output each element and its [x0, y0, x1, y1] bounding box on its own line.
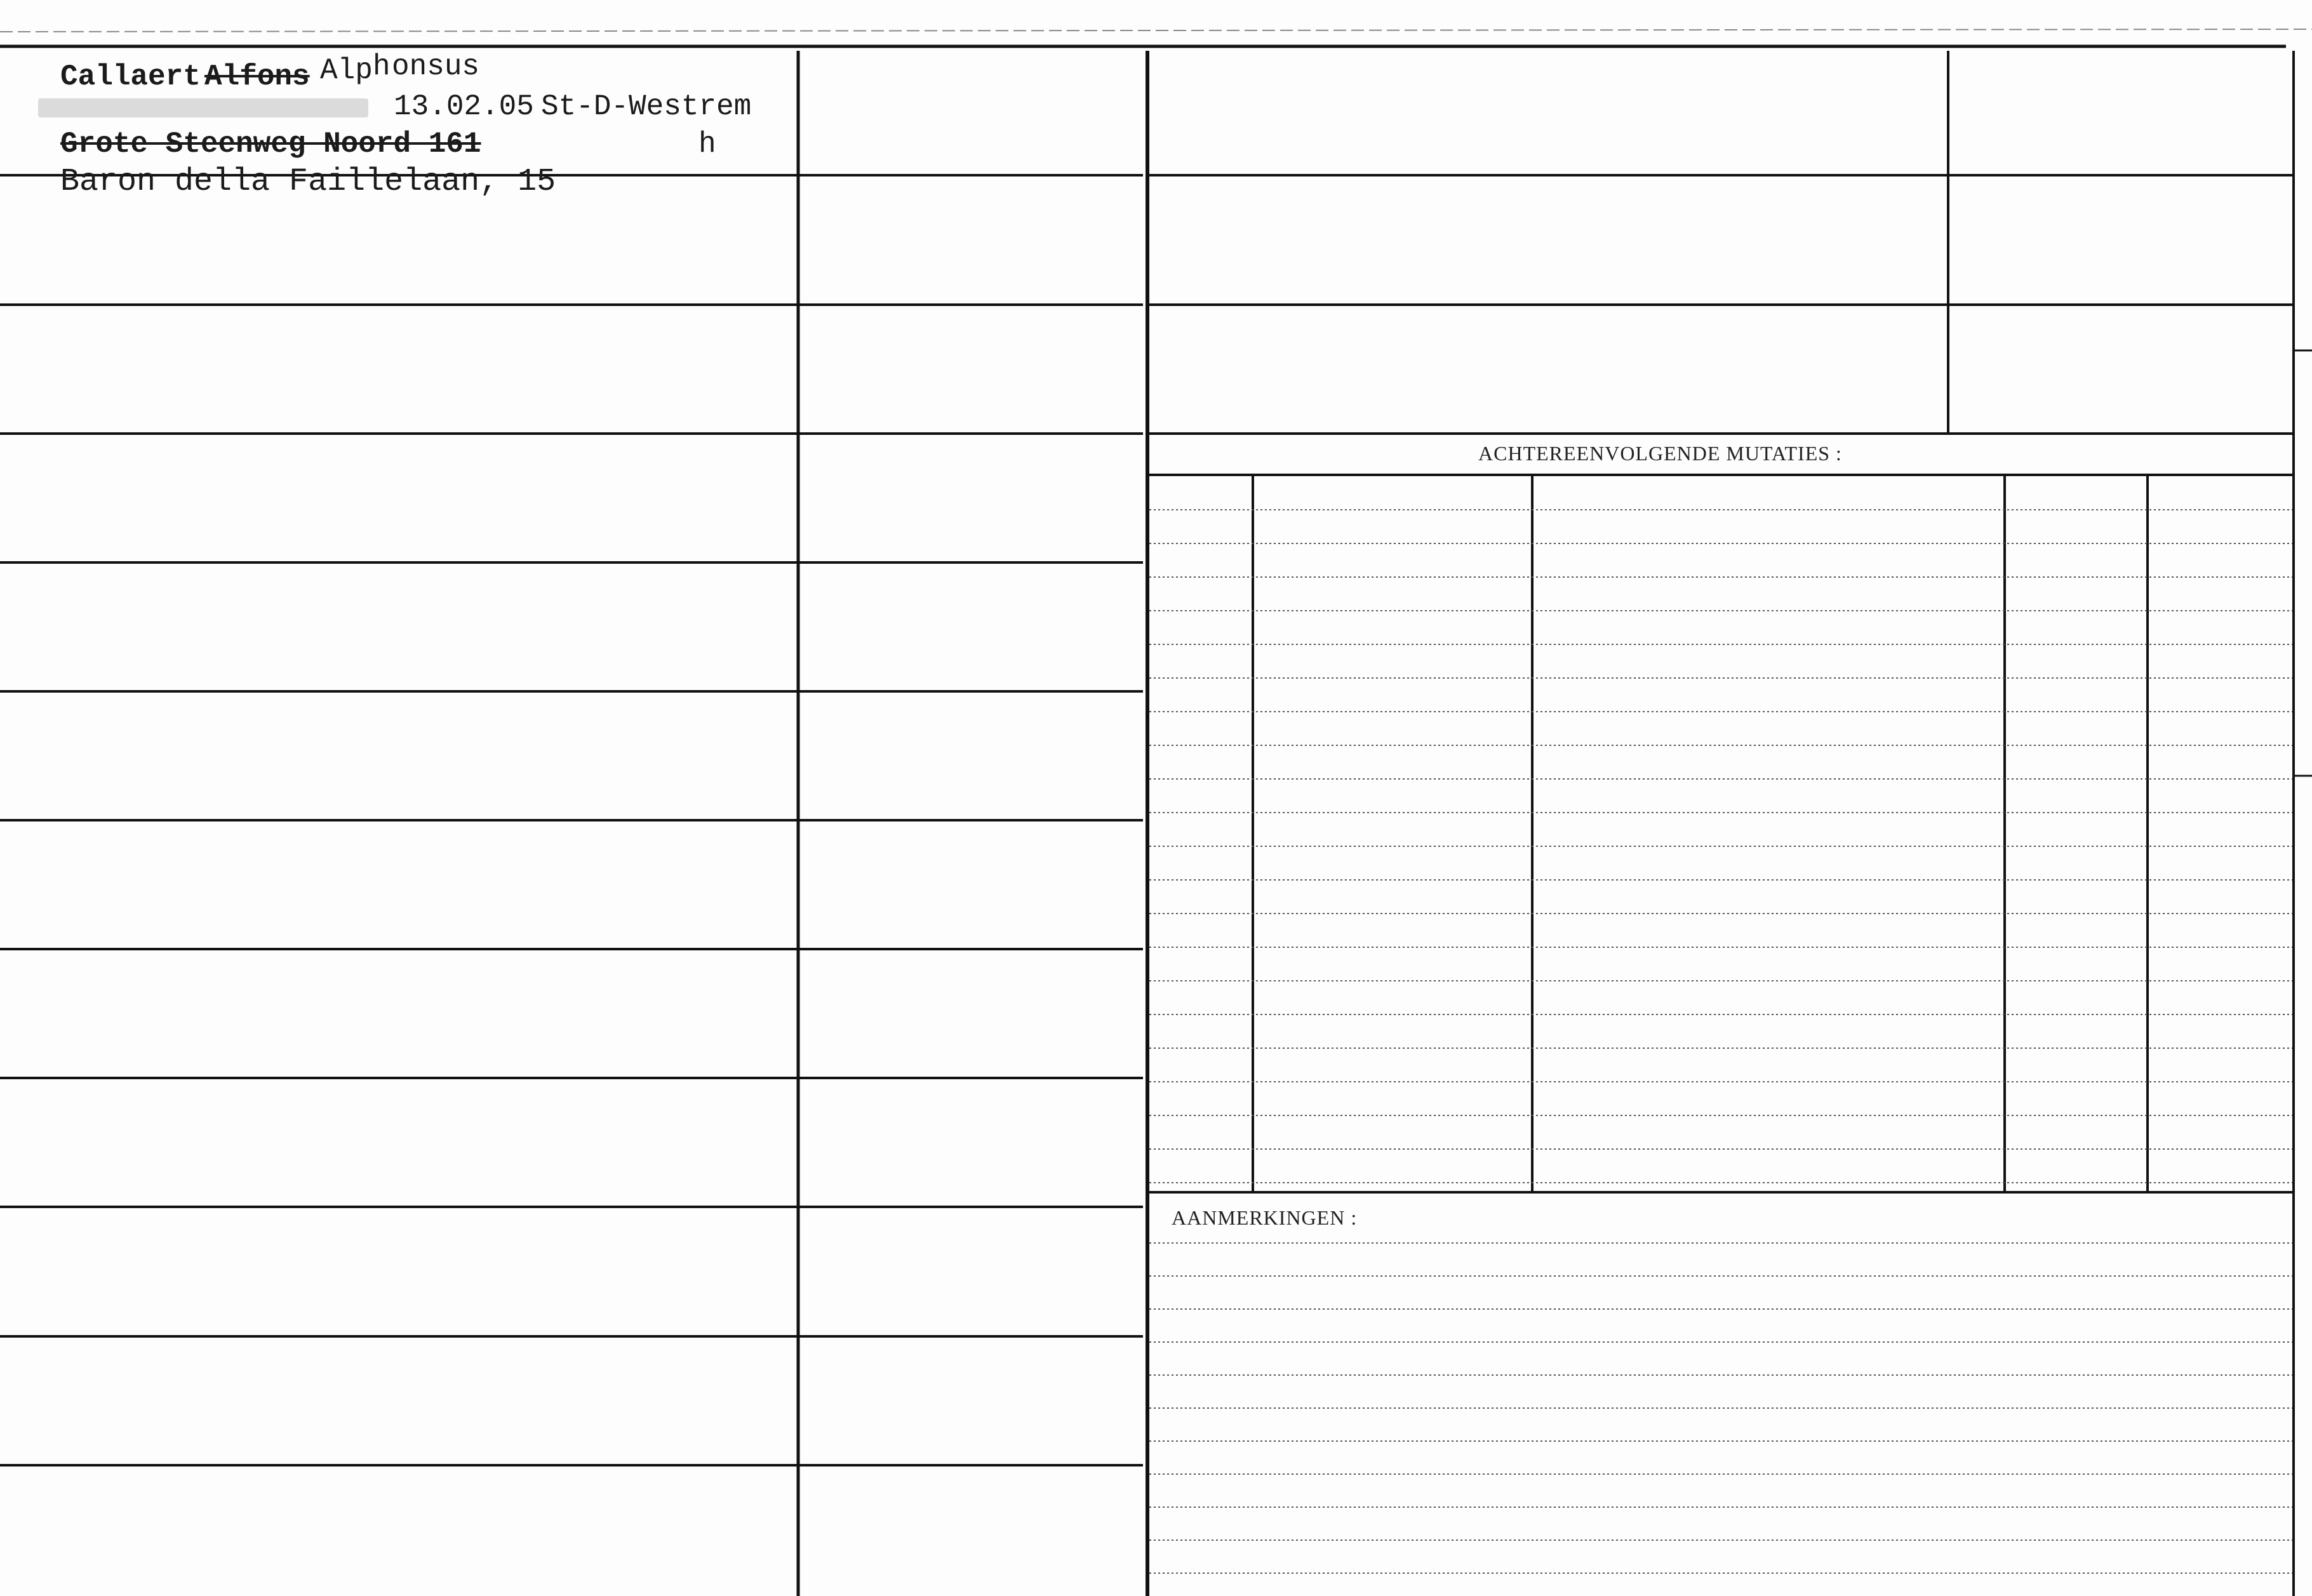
first-name-rest: onsus — [392, 50, 480, 83]
birth-date: 13.02.05 — [394, 90, 534, 123]
old-address: Grote Steenweg Noord 161 — [60, 128, 481, 161]
sex-mark: h — [698, 128, 716, 161]
left-row-rules — [0, 175, 1143, 1465]
new-address: Baron della Faillelaan, 15 — [60, 164, 556, 200]
remarks-heading: AANMERKINGEN : — [1172, 1206, 1358, 1229]
mutations-heading: ACHTEREENVOLGENDE MUTATIES : — [1478, 442, 1842, 465]
first-name-overtype: h — [373, 50, 391, 83]
mutations-dotted-rows — [1149, 510, 2292, 1183]
faint-stamp-smudge — [38, 98, 368, 117]
remarks-dotted-rows — [1149, 1243, 2292, 1573]
birth-place: St-D-Westrem — [541, 90, 752, 123]
top-faint-rule — [0, 29, 2312, 32]
surname: Callaert — [60, 60, 201, 93]
first-name-prefix: Alp — [320, 54, 373, 87]
mutations-columns — [1253, 475, 2148, 1192]
struck-first-name: Alfons — [204, 60, 310, 93]
